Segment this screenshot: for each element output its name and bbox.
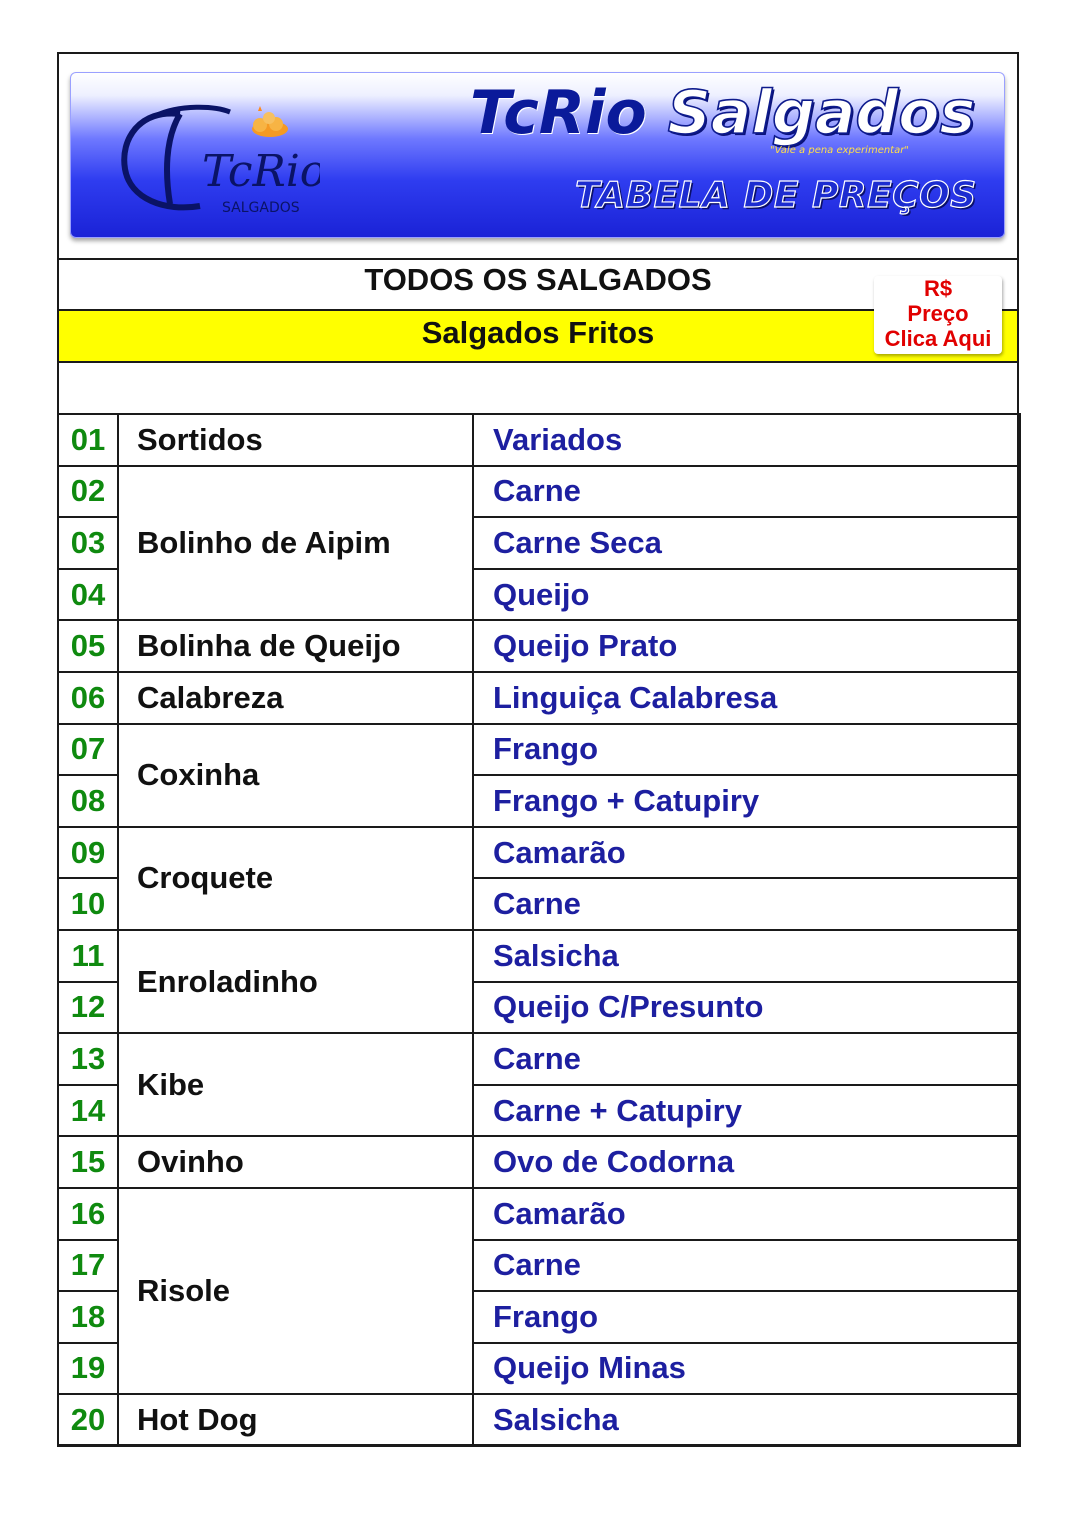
item-number: 03 <box>58 517 118 569</box>
item-flavor: Carne <box>473 1240 1020 1292</box>
item-flavor: Camarão <box>473 827 1020 879</box>
item-number: 17 <box>58 1240 118 1292</box>
item-flavor: Carne <box>473 878 1020 930</box>
item-group: Bolinha de Queijo <box>118 620 473 672</box>
divider <box>57 258 1019 260</box>
price-link-button[interactable] <box>874 276 1002 354</box>
item-number: 15 <box>58 1136 118 1188</box>
section-title: TODOS OS SALGADOS <box>364 262 712 297</box>
divider <box>57 361 1019 363</box>
table-row <box>58 1188 1020 1240</box>
item-number: 09 <box>58 827 118 879</box>
table-row <box>58 1136 1020 1188</box>
table-row <box>58 672 1020 724</box>
item-group: Croquete <box>118 827 473 930</box>
slogan: "Vale a pena experimentar" <box>770 145 909 156</box>
item-number: 18 <box>58 1291 118 1343</box>
table-row <box>58 1033 1020 1085</box>
item-number: 16 <box>58 1188 118 1240</box>
currency-label: R$ <box>923 276 953 301</box>
item-group: Bolinho de Aipim <box>118 466 473 621</box>
brand-title-part-a: TcRio <box>470 78 647 148</box>
brand-title <box>470 78 975 148</box>
tcrio-logo <box>110 94 320 219</box>
brand-title-part-b: Salgados <box>667 78 976 148</box>
header-banner <box>70 72 1005 238</box>
item-flavor: Queijo Minas <box>473 1343 1020 1395</box>
item-number: 01 <box>58 414 118 466</box>
item-number: 10 <box>58 878 118 930</box>
logo-subtext: SALGADOS <box>222 200 300 216</box>
item-number: 20 <box>58 1394 118 1446</box>
item-number: 06 <box>58 672 118 724</box>
item-flavor: Carne + Catupiry <box>473 1085 1020 1137</box>
click-here-label: Clica Aqui <box>884 326 992 351</box>
item-group: Ovinho <box>118 1136 473 1188</box>
item-flavor: Linguiça Calabresa <box>473 672 1020 724</box>
item-number: 11 <box>58 930 118 982</box>
item-group: Enroladinho <box>118 930 473 1033</box>
item-number: 04 <box>58 569 118 621</box>
item-flavor: Queijo Prato <box>473 620 1020 672</box>
item-flavor: Queijo C/Presunto <box>473 982 1020 1034</box>
table-row <box>58 414 1020 466</box>
item-flavor: Queijo <box>473 569 1020 621</box>
table-row <box>58 930 1020 982</box>
table-row <box>58 466 1020 518</box>
item-flavor: Salsicha <box>473 1394 1020 1446</box>
page-subtitle: TABELA DE PREÇOS <box>575 175 977 216</box>
item-flavor: Frango <box>473 1291 1020 1343</box>
logo-text: TcRio <box>202 146 320 197</box>
item-group: Coxinha <box>118 724 473 827</box>
item-number: 05 <box>58 620 118 672</box>
item-number: 14 <box>58 1085 118 1137</box>
table-row <box>58 827 1020 879</box>
price-table <box>57 413 1021 1447</box>
item-number: 07 <box>58 724 118 776</box>
subsection-title: Salgados Fritos <box>421 315 655 350</box>
table-row <box>58 1394 1020 1446</box>
item-number: 08 <box>58 775 118 827</box>
item-flavor: Carne <box>473 1033 1020 1085</box>
item-flavor: Camarão <box>473 1188 1020 1240</box>
item-flavor: Salsicha <box>473 930 1020 982</box>
item-number: 12 <box>58 982 118 1034</box>
item-group: Hot Dog <box>118 1394 473 1446</box>
item-flavor: Variados <box>473 414 1020 466</box>
table-row <box>58 620 1020 672</box>
item-flavor: Carne Seca <box>473 517 1020 569</box>
item-number: 02 <box>58 466 118 518</box>
item-number: 13 <box>58 1033 118 1085</box>
item-flavor: Frango + Catupiry <box>473 775 1020 827</box>
table-row <box>58 724 1020 776</box>
item-flavor: Carne <box>473 466 1020 518</box>
item-flavor: Ovo de Codorna <box>473 1136 1020 1188</box>
item-number: 19 <box>58 1343 118 1395</box>
item-group: Risole <box>118 1188 473 1394</box>
item-group: Sortidos <box>118 414 473 466</box>
item-group: Calabreza <box>118 672 473 724</box>
item-group: Kibe <box>118 1033 473 1136</box>
price-label: Preço <box>907 301 969 326</box>
item-flavor: Frango <box>473 724 1020 776</box>
